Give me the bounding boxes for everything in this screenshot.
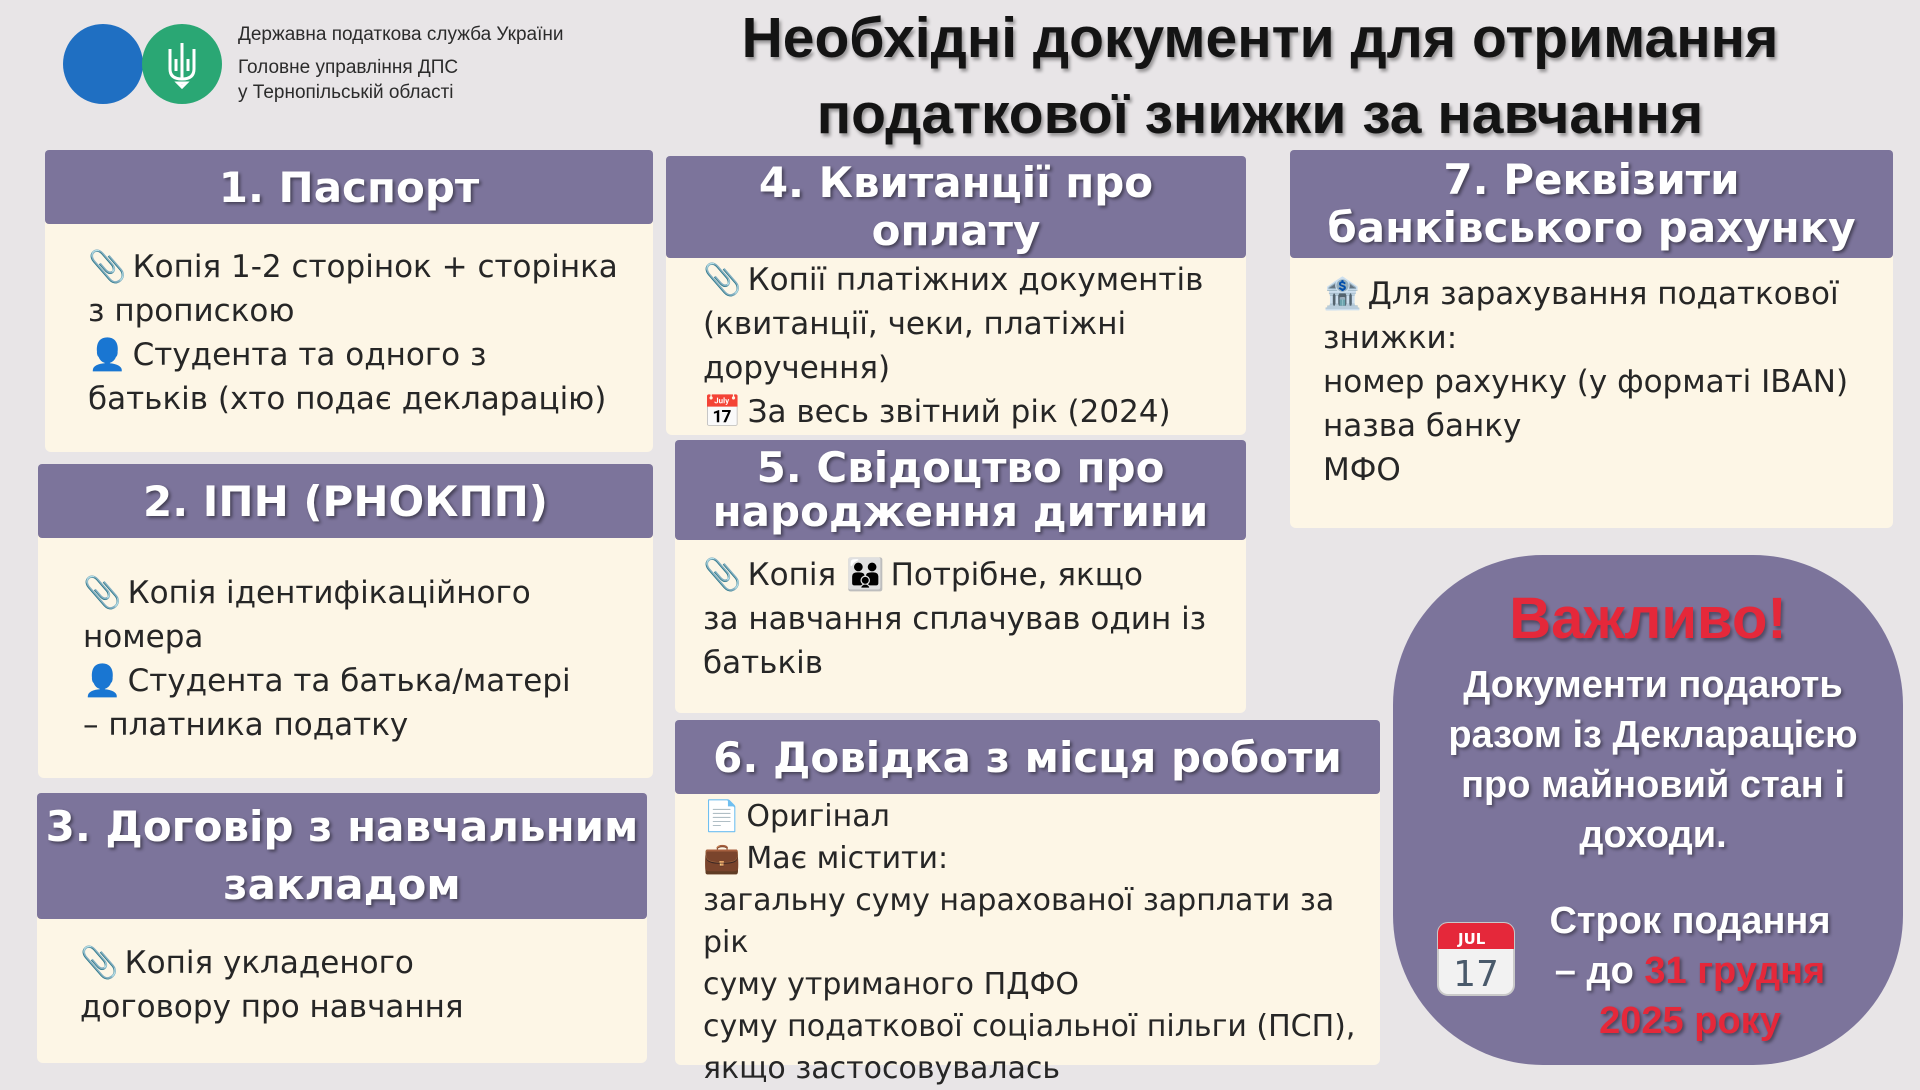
paperclip-icon: 📎 <box>703 557 742 593</box>
work-line-1: Оригінал <box>746 799 890 834</box>
card-passport-header <box>45 150 653 224</box>
card-birth-certificate-body <box>703 553 1243 685</box>
birth-line-1a: Копія <box>747 557 837 593</box>
card-birth-certificate-header <box>675 440 1246 540</box>
calendar-icon: 📅 <box>703 394 742 430</box>
bank-line-5: МФО <box>1323 452 1401 488</box>
deadline-year: 2025 року <box>1599 1000 1781 1042</box>
card-contract-title-1: 3. Договір з навчальним <box>45 802 639 851</box>
bank-line-1: Для зарахування податкової <box>1367 276 1839 312</box>
birth-line-1b: Потрібне, якщо <box>890 557 1143 593</box>
card-receipts-header <box>666 156 1246 258</box>
birth-line-3: батьків <box>703 645 824 681</box>
passport-line-1: Копія 1-2 сторінок + сторінка <box>132 249 618 285</box>
briefcase-icon: 💼 <box>703 841 741 876</box>
card-contract-title-2: закладом <box>223 860 461 909</box>
card-passport-title: 1. Паспорт <box>218 162 480 212</box>
ipn-line-1: Копія ідентифікаційного <box>127 575 531 611</box>
person-icon: 👤 <box>88 337 127 373</box>
contract-line-2: договору про навчання <box>80 989 464 1025</box>
person-icon: 👤 <box>83 663 122 699</box>
card-contract-body <box>80 941 640 1029</box>
receipts-line-4: За весь звітний рік (2024) <box>747 394 1171 430</box>
important-title: Важливо! <box>1509 586 1787 651</box>
bank-line-4: назва банку <box>1323 408 1522 444</box>
org-line-3: у Тернопільській області <box>238 82 454 103</box>
org-line-2: Головне управління ДПС <box>238 57 459 78</box>
card-work-title: 6. Довідка з місця роботи <box>713 732 1342 782</box>
page-title <box>640 0 1880 152</box>
card-work-certificate-header <box>675 720 1380 794</box>
trident-emblem-icon <box>142 24 222 104</box>
work-line-5: суму податкової соціальної пільги (ПСП), <box>703 1009 1356 1044</box>
important-text-line-2: разом із Декларацією <box>1448 714 1858 756</box>
work-line-2: Має містити: <box>746 841 949 876</box>
card-bank-details-header <box>1290 150 1893 258</box>
title-line-2: податкової знижки за навчання <box>816 82 1704 146</box>
ipn-line-2: номера <box>83 619 204 655</box>
paperclip-icon: 📎 <box>80 945 119 981</box>
card-contract-header <box>37 793 647 919</box>
bank-line-2: знижки: <box>1323 320 1458 356</box>
card-birth-title-2: народження дитини <box>712 487 1209 536</box>
ipn-line-3: Студента та батька/матері <box>127 663 571 699</box>
bank-line-3: номер рахунку (у форматі IBAN) <box>1323 364 1849 400</box>
passport-line-4: батьків (хто подає декларацію) <box>88 381 607 417</box>
important-text <box>1413 660 1893 860</box>
work-line-4: суму утриманого ПДФО <box>703 967 1080 1002</box>
card-receipts-title-2: оплату <box>871 206 1041 255</box>
receipts-line-3: доручення) <box>703 350 891 386</box>
passport-line-2: з пропискою <box>88 293 295 329</box>
important-text-line-1: Документи подають <box>1463 664 1843 706</box>
deadline-date: 31 грудня <box>1644 950 1826 992</box>
title-line-1: Необхідні документи для отримання <box>741 6 1779 70</box>
card-receipts-body <box>703 258 1243 434</box>
card-bank-details-body <box>1323 272 1883 492</box>
card-bank-title-1: 7. Реквізити <box>1443 155 1740 204</box>
deadline-prefix: – до <box>1554 950 1634 992</box>
important-text-line-4: доходи. <box>1579 814 1727 856</box>
receipts-line-2: (квитанції, чеки, платіжні <box>703 306 1127 342</box>
card-ipn-header <box>38 464 653 538</box>
family-icon: 👪 <box>845 557 885 593</box>
card-ipn-title: 2. ІПН (РНОКПП) <box>142 476 548 526</box>
paperclip-icon: 📎 <box>703 262 742 298</box>
organization-name <box>238 22 563 105</box>
receipts-line-1: Копії платіжних документів <box>747 262 1204 298</box>
document-icon: 📄 <box>703 799 741 834</box>
card-passport-body <box>88 245 648 421</box>
work-line-6: якщо застосовувалась <box>703 1051 1061 1086</box>
paperclip-icon: 📎 <box>88 249 127 285</box>
card-receipts-title-1: 4. Квитанції про <box>758 158 1154 207</box>
calendar-month: JUL <box>1458 930 1486 948</box>
dps-logo-blue-circle <box>63 24 143 104</box>
important-text-line-3: про майновий стан і <box>1461 764 1845 806</box>
birth-line-2: за навчання сплачував один із <box>703 601 1207 637</box>
ipn-line-4: – платника податку <box>83 707 409 743</box>
card-work-certificate-body <box>703 796 1383 1090</box>
deadline-text <box>1525 896 1855 1046</box>
bank-icon: 🏦 <box>1323 276 1362 312</box>
work-line-3: загальну суму нарахованої зарплати за рік <box>703 883 1335 960</box>
deadline-line-1: Строк подання <box>1549 900 1831 942</box>
card-birth-title-1: 5. Свідоцтво про <box>756 443 1165 492</box>
paperclip-icon: 📎 <box>83 575 122 611</box>
contract-line-1: Копія укладеного <box>124 945 414 981</box>
passport-line-3: Студента та одного з <box>132 337 487 373</box>
card-ipn-body <box>83 571 643 747</box>
calendar-icon <box>1436 917 1516 997</box>
card-bank-title-2: банківського рахунку <box>1327 203 1856 252</box>
calendar-day: 17 <box>1453 954 1499 995</box>
org-line-1: Державна податкова служба України <box>238 24 564 45</box>
